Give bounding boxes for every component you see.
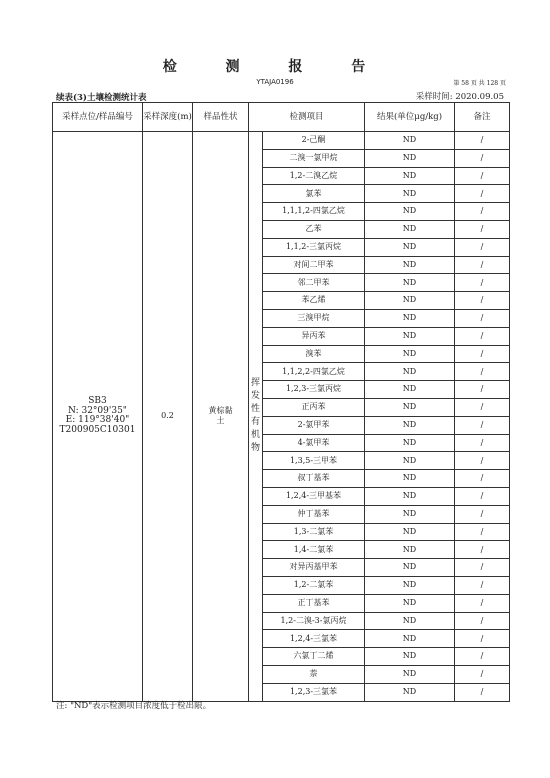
sample-lat: N: 32°09'35" xyxy=(68,405,127,416)
item-cell: 邻二甲苯 xyxy=(263,274,365,292)
page-info: 第 58 页 共 128 页 xyxy=(453,80,506,87)
item-cell: 1,2,3-三氯苯 xyxy=(263,683,365,701)
item-cell: 1,3,5-三甲苯 xyxy=(263,452,365,470)
result-cell: ND xyxy=(365,185,455,203)
item-cell: 对异丙基甲苯 xyxy=(263,559,365,577)
col-header-item: 检测项目 xyxy=(249,103,365,132)
result-cell: ND xyxy=(365,470,455,488)
remark-cell: / xyxy=(455,132,510,150)
depth-cell: 0.2 xyxy=(143,132,193,702)
remark-cell: / xyxy=(455,256,510,274)
result-cell: ND xyxy=(365,149,455,167)
item-cell: 1,1,1,2-四氯乙烷 xyxy=(263,203,365,221)
result-cell: ND xyxy=(365,345,455,363)
remark-cell: / xyxy=(455,630,510,648)
nature-cell xyxy=(193,132,249,702)
result-cell: ND xyxy=(365,274,455,292)
remark-cell: / xyxy=(455,327,510,345)
result-cell: ND xyxy=(365,594,455,612)
remark-cell: / xyxy=(455,541,510,559)
sample-id: SB3 xyxy=(88,396,107,407)
item-cell: 二溴一氯甲烷 xyxy=(263,149,365,167)
result-cell: ND xyxy=(365,203,455,221)
remark-cell: / xyxy=(455,505,510,523)
table-body xyxy=(53,132,510,702)
results-table xyxy=(52,102,510,702)
item-cell: 1,1,2,2-四氯乙烷 xyxy=(263,363,365,381)
footnote: 注: "ND"表示检测项目浓度低于检出限。 xyxy=(56,701,212,711)
col-header-depth: 采样深度(m) xyxy=(143,103,193,132)
item-cell: 叔丁基苯 xyxy=(263,470,365,488)
remark-cell: / xyxy=(455,238,510,256)
sample-lon: E: 119°38'40" xyxy=(65,415,130,426)
result-cell: ND xyxy=(365,612,455,630)
category-cell xyxy=(249,132,263,702)
item-cell: 溴苯 xyxy=(263,345,365,363)
remark-cell: / xyxy=(455,683,510,701)
item-cell: 仲丁基苯 xyxy=(263,505,365,523)
col-header-nature: 样品性状 xyxy=(193,103,249,132)
remark-cell: / xyxy=(455,292,510,310)
result-cell: ND xyxy=(365,434,455,452)
result-cell: ND xyxy=(365,381,455,399)
result-cell: ND xyxy=(365,523,455,541)
report-title: 检 测 报 告 xyxy=(162,59,388,75)
remark-cell: / xyxy=(455,487,510,505)
col-header-sample: 采样点位/样品编号 xyxy=(53,103,143,132)
remark-cell: / xyxy=(455,309,510,327)
sample-code: T200905C10301 xyxy=(59,424,136,435)
nature-text: 黄棕黏土 xyxy=(208,405,233,426)
result-cell: ND xyxy=(365,630,455,648)
item-cell: 1,2-二氯苯 xyxy=(263,576,365,594)
remark-cell: / xyxy=(455,203,510,221)
col-header-result: 结果(单位μg/kg) xyxy=(365,103,455,132)
result-cell: ND xyxy=(365,220,455,238)
result-cell: ND xyxy=(365,648,455,666)
item-cell: 1,3-二氯苯 xyxy=(263,523,365,541)
item-cell: 4-氯甲苯 xyxy=(263,434,365,452)
result-cell: ND xyxy=(365,363,455,381)
remark-cell: / xyxy=(455,470,510,488)
result-cell: ND xyxy=(365,505,455,523)
item-cell: 正丁基苯 xyxy=(263,594,365,612)
remark-cell: / xyxy=(455,149,510,167)
remark-cell: / xyxy=(455,363,510,381)
result-cell: ND xyxy=(365,238,455,256)
col-header-remark: 备注 xyxy=(455,103,510,132)
remark-cell: / xyxy=(455,274,510,292)
result-cell: ND xyxy=(365,292,455,310)
result-cell: ND xyxy=(365,559,455,577)
remark-cell: / xyxy=(455,345,510,363)
item-cell: 萘 xyxy=(263,665,365,683)
item-cell: 1,2-二溴乙烷 xyxy=(263,167,365,185)
remark-cell: / xyxy=(455,576,510,594)
result-cell: ND xyxy=(365,683,455,701)
remark-cell: / xyxy=(455,594,510,612)
result-cell: ND xyxy=(365,576,455,594)
item-cell: 苯乙烯 xyxy=(263,292,365,310)
remark-cell: / xyxy=(455,523,510,541)
item-cell: 异丙苯 xyxy=(263,327,365,345)
remark-cell: / xyxy=(455,220,510,238)
item-cell: 六氯丁二烯 xyxy=(263,648,365,666)
result-cell: ND xyxy=(365,167,455,185)
remark-cell: / xyxy=(455,648,510,666)
remark-cell: / xyxy=(455,416,510,434)
category-text: 挥发性有机物 xyxy=(250,378,260,454)
table-header-row xyxy=(53,103,510,132)
item-cell: 氯苯 xyxy=(263,185,365,203)
item-cell: 1,2,4-三氯苯 xyxy=(263,630,365,648)
result-cell: ND xyxy=(365,256,455,274)
result-cell: ND xyxy=(365,132,455,150)
remark-cell: / xyxy=(455,559,510,577)
result-cell: ND xyxy=(365,541,455,559)
item-cell: 2-己酮 xyxy=(263,132,365,150)
remark-cell: / xyxy=(455,185,510,203)
remark-cell: / xyxy=(455,167,510,185)
item-cell: 1,2,4-三甲基苯 xyxy=(263,487,365,505)
item-cell: 2-氯甲苯 xyxy=(263,416,365,434)
item-cell: 1,1,2-三氯丙烷 xyxy=(263,238,365,256)
result-cell: ND xyxy=(365,487,455,505)
sampling-date: 采样时间: 2020.09.05 xyxy=(415,92,504,102)
item-cell: 1,2-二溴-3-氯丙烷 xyxy=(263,612,365,630)
table-row xyxy=(53,132,510,150)
table-title: 续表(3)土壤检测统计表 xyxy=(56,93,147,103)
item-cell: 对间二甲苯 xyxy=(263,256,365,274)
result-cell: ND xyxy=(365,452,455,470)
item-cell: 正丙苯 xyxy=(263,398,365,416)
result-cell: ND xyxy=(365,398,455,416)
report-code: YTAJA0196 xyxy=(256,78,294,86)
result-cell: ND xyxy=(365,327,455,345)
remark-cell: / xyxy=(455,381,510,399)
item-cell: 1,2,3-三氯丙烷 xyxy=(263,381,365,399)
remark-cell: / xyxy=(455,434,510,452)
item-cell: 1,4-二氯苯 xyxy=(263,541,365,559)
item-cell: 乙苯 xyxy=(263,220,365,238)
result-cell: ND xyxy=(365,416,455,434)
sample-cell xyxy=(53,132,143,702)
remark-cell: / xyxy=(455,452,510,470)
result-cell: ND xyxy=(365,665,455,683)
item-cell: 三溴甲烷 xyxy=(263,309,365,327)
remark-cell: / xyxy=(455,665,510,683)
remark-cell: / xyxy=(455,612,510,630)
result-cell: ND xyxy=(365,309,455,327)
remark-cell: / xyxy=(455,398,510,416)
